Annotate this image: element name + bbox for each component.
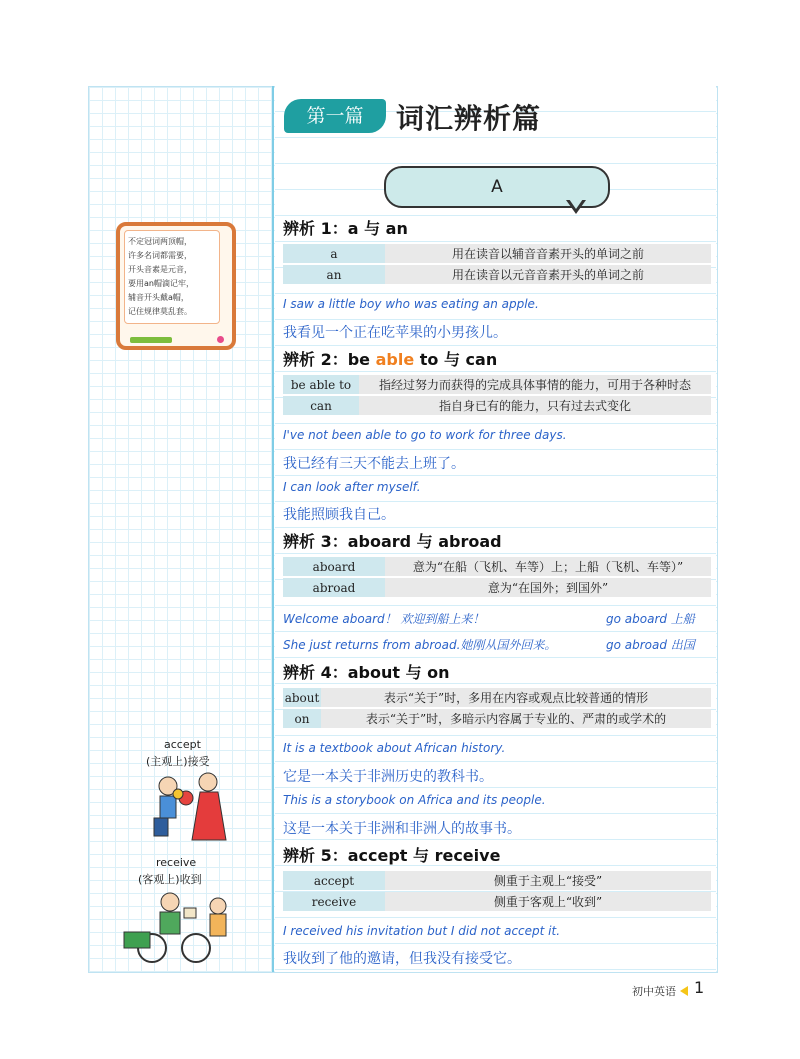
meaning-cell: 侧重于主观上“接受”	[385, 871, 711, 890]
chapter-title: 词汇辨析篇	[396, 102, 542, 135]
section-prefix: 辨析 1：	[283, 219, 348, 238]
term-cell: a	[283, 244, 385, 263]
term-cell: can	[283, 396, 359, 415]
term-cell: on	[283, 709, 321, 728]
meaning-cell: 意为“在船（飞机、车等）上；上船（飞机、车等）”	[385, 557, 711, 576]
table-row	[283, 688, 711, 707]
delivery-illustration	[122, 888, 242, 966]
table-row	[283, 396, 711, 415]
section-words: to 与 can	[414, 350, 498, 369]
note-line: 开头音素是元音，	[128, 265, 192, 274]
note-line: 要用an帽滴记牢，	[128, 279, 194, 288]
example-en: I can look after myself.	[283, 480, 421, 494]
side-note: go aboard 上船	[606, 612, 695, 626]
definition-table-2	[283, 373, 711, 417]
note-decor-bar	[130, 337, 172, 343]
term-cell: receive	[283, 892, 385, 911]
example-en: This is a storybook on Africa and its people.	[283, 793, 546, 807]
section-prefix: 辨析 3：	[283, 532, 348, 551]
example-cn: 我看见一个正在吃苹果的小男孩儿。	[283, 325, 507, 341]
section-title-3	[283, 529, 502, 552]
table-row	[283, 871, 711, 890]
table-row	[283, 709, 711, 728]
accept-word: accept	[164, 738, 201, 751]
section-words: be	[347, 350, 376, 369]
side-note: go abroad 出国	[606, 638, 695, 652]
chapter-tag: 第一篇	[284, 99, 386, 133]
meaning-cell: 表示“关于”时，多暗示内容属于专业的、严肃的或学术的	[321, 709, 711, 728]
example-cn: 它是一本关于非洲历史的教科书。	[283, 769, 493, 785]
term-cell: aboard	[283, 557, 385, 576]
example-line: Welcome aboard！ 欢迎到船上来！	[283, 612, 485, 626]
footer-arrow-icon	[680, 986, 688, 996]
note-line: 记住规律莫乱套。	[128, 307, 192, 316]
section-title-1	[283, 216, 408, 239]
accept-meaning: (主观上)接受	[146, 755, 210, 768]
letter-bubble: A	[384, 166, 610, 208]
meaning-cell: 用在读音以元音音素开头的单词之前	[385, 265, 711, 284]
meaning-cell: 表示“关于”时，多用在内容或观点比较普通的情形	[321, 688, 711, 707]
table-row	[283, 892, 711, 911]
note-line: 辅音开头戴a帽，	[128, 293, 189, 302]
table-row	[283, 375, 711, 394]
example-line: She just returns from abroad.她刚从国外回来。	[283, 638, 557, 652]
section-prefix: 辨析 5：	[283, 846, 348, 865]
term-cell: about	[283, 688, 321, 707]
receive-meaning: (客观上)收到	[138, 873, 202, 886]
example-en: I saw a little boy who was eating an apple.	[283, 297, 539, 311]
example-cn: 这是一本关于非洲和非洲人的故事书。	[283, 821, 521, 837]
meaning-cell: 指自身已有的能力，只有过去式变化	[359, 396, 711, 415]
example-en: I received his invitation but I did not accept it.	[283, 924, 561, 938]
footer-label: 初中英语	[632, 985, 676, 998]
definition-table-1	[283, 242, 711, 286]
example-en: I've not been able to go to work for three days.	[283, 428, 567, 442]
section-words: a 与 an	[347, 219, 408, 238]
definition-table-5	[283, 869, 711, 913]
meaning-cell: 意为“在国外；到国外”	[385, 578, 711, 597]
definition-table-4	[283, 686, 711, 730]
section-prefix: 辨析 4：	[283, 663, 348, 682]
margin-divider	[272, 86, 274, 972]
note-decor-dot	[217, 336, 224, 343]
example-en: It is a textbook about African history.	[283, 741, 506, 755]
meaning-cell: 指经过努力而获得的完成具体事情的能力，可用于各种时态	[359, 375, 711, 394]
example-cn: 我已经有三天不能去上班了。	[283, 456, 465, 472]
section-title-4	[283, 660, 450, 683]
table-row	[283, 265, 711, 284]
table-row	[283, 578, 711, 597]
table-row	[283, 244, 711, 263]
meaning-cell: 侧重于客观上“收到”	[385, 892, 711, 911]
term-cell: be able to	[283, 375, 359, 394]
term-cell: abroad	[283, 578, 385, 597]
term-cell: an	[283, 265, 385, 284]
bubble-tail-fill	[569, 199, 583, 209]
proposal-illustration	[130, 770, 240, 848]
meaning-cell: 用在读音以辅音音素开头的单词之前	[385, 244, 711, 263]
note-text	[124, 230, 220, 324]
section-highlight: able	[375, 350, 415, 369]
section-title-5	[283, 843, 500, 866]
section-prefix: 辨析 2：	[283, 350, 348, 369]
section-words: accept 与 receive	[347, 846, 501, 865]
example-cn: 我能照顾我自己。	[283, 507, 395, 523]
term-cell: accept	[283, 871, 385, 890]
definition-table-3	[283, 555, 711, 599]
section-words: aboard 与 abroad	[347, 532, 502, 551]
section-title-2	[283, 347, 497, 370]
page-number: 1	[694, 978, 705, 997]
section-words: about 与 on	[347, 663, 450, 682]
receive-word: receive	[156, 856, 197, 869]
note-line: 许多名词都需要，	[128, 251, 192, 260]
table-row	[283, 557, 711, 576]
mnemonic-note	[116, 222, 236, 350]
note-line: 不定冠词两顶帽，	[128, 237, 192, 246]
example-cn: 我收到了他的邀请，但我没有接受它。	[283, 951, 521, 967]
